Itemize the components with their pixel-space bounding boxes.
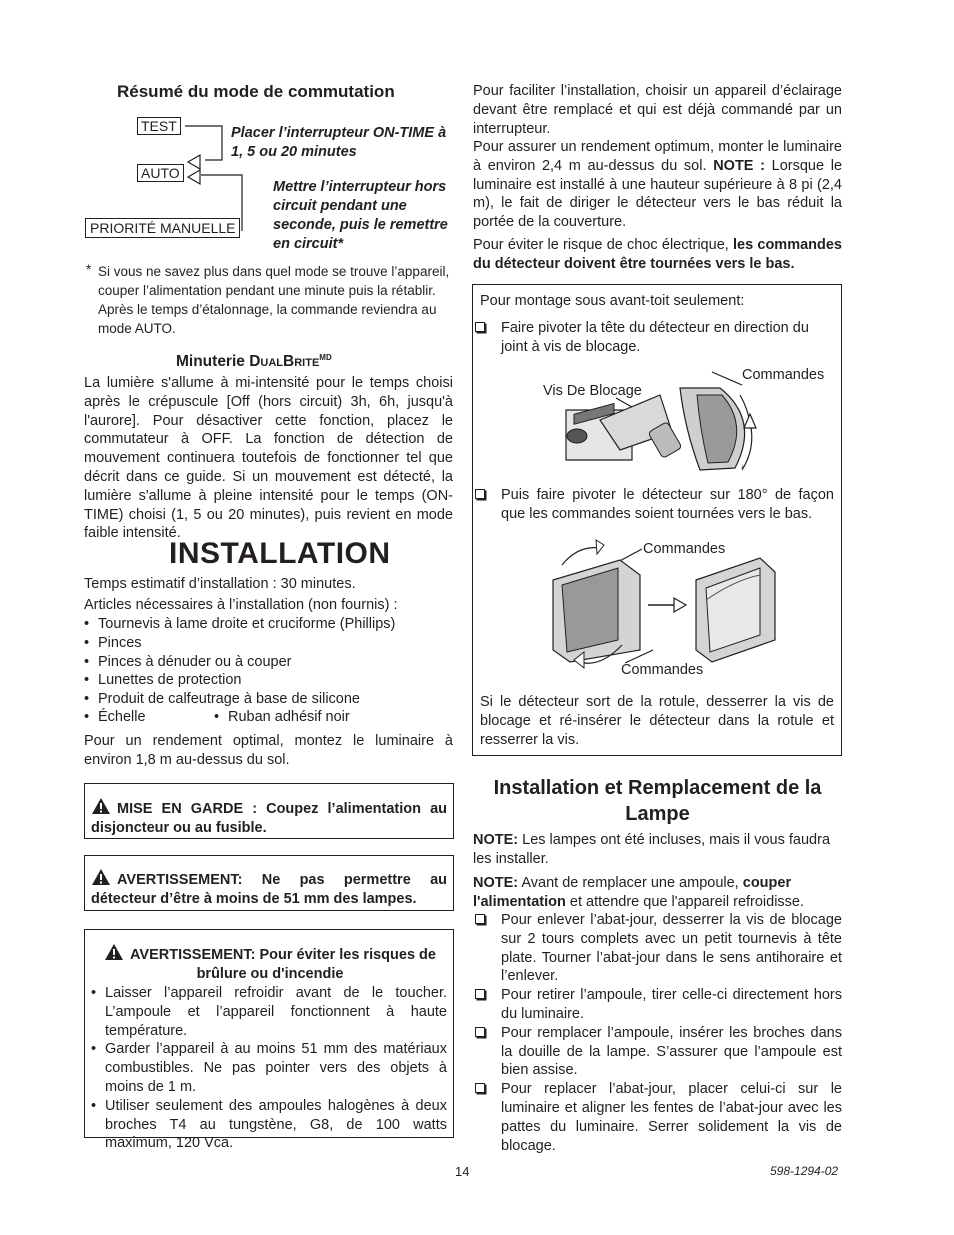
install-time: Temps estimatif d’installation : 30 minutes. [84,576,356,592]
list-item: • Lunettes de protection [84,671,453,690]
eave-closing: Si le détecteur sort de la rotule, desserrer la vis de blocage et ré-insérer le détecteur dans la rotule et resserrer la vis. [480,694,834,748]
list-item: Pour replacer l’abat-jour, placer celui-ci sur le luminaire et aligner les fentes de l’abat-jour avec les pattes du luminaire. Serrer solidement la vis de blocage. [472,1080,842,1155]
checkbox-icon [475,989,485,999]
controls-label-top: Commandes [643,541,726,557]
manual-override-label: PRIORITÉ MANUELLE [85,218,240,238]
eave-title: Pour montage sous avant-toit seulement: [480,293,745,309]
controls-label-bottom: Commandes [621,662,704,678]
list-item: Pour enlever l’abat-jour, desserrer la vis de blocage sur 2 tours complets avec un petit tournevis à tête plate. Tourner l’abat-jour dans le sens antihoraire et l’enlever. [472,911,842,986]
installation-title: INSTALLATION [169,537,391,570]
document-code: 598-1294-02 [770,1164,839,1178]
page-number: 14 [455,1164,470,1179]
lock-screw-label: Vis De Blocage [543,383,642,399]
list-item: • Pinces [84,634,453,653]
footnote-mark: * [86,262,92,277]
list-item: • Produit de calfeutrage à base de silicone [84,690,453,709]
list-item: Pour remplacer l’ampoule, insérer les broches dans la douille de la lampe. S’assurer que l’ampoule est bien assise. [472,1024,842,1080]
checkbox-icon [475,1083,485,1093]
intro-paragraph-2: Pour assurer un rendement optimum, monter le luminaire à environ 2,4 m au-dessus du sol. NOTE : Lorsque le luminaire est installé à une hauteur supérieure à 8 pi (2,4 m), le fait de diriger le détecteur vers le bas réduit la portée de la couverture. [473,139,843,231]
auto-label: AUTO [137,164,184,182]
lamp-heading: Installation et Remplacement de la Lampe [493,777,822,825]
intro-paragraph-1: Pour faciliter l’installation, choisir un appareil d’éclairage devant être remplacé et qui est déjà commandé par un interrupteur. [473,83,842,137]
switch-summary-heading: Résumé du mode de commutation [117,82,395,101]
list-item: • Tournevis à lame droite et cruciforme (Phillips) [84,615,453,634]
dualbrite-body: La lumière s'allume à mi-intensité pour le temps choisi après le crépuscule [Off (hors circuit) 3h, 6h, jusqu'à l'aurore]. Pour désactiver cette fonction, placez le commutateur à OFF. La fonction de détection de mouvement continuera toutefois de fonctionner tel que décrit dans ce guide. Si un mouvement est détecté, la lumière s'allume à pleine intensité pour le temps (ON-TIME) choisi (1, 5 ou 20 minutes), puis revient en mode faible intensité. [84,375,453,542]
items-intro: Articles nécessaires à l’installation (non fournis) : [84,597,398,613]
test-label: TEST [137,117,181,135]
checkbox-icon [475,1027,485,1037]
list-item: • Garder l’appareil à au moins 51 mm des matériaux combustibles. Ne pas pointer vers des objets à moins de 1 m. [91,1040,447,1096]
checkbox-icon [475,914,485,924]
lamp-note-1: NOTE: Les lampes ont été incluses, mais il vous faudra les installer. [473,832,831,867]
footnote: Si vous ne savez plus dans quel mode se trouve l’appareil, couper l’alimentation pendant une minute puis la rétablir. Après le temps d’étalonnage, la commande reviendra au mode AUTO. [98,264,450,336]
list-item: • Utiliser seulement des ampoules halogènes à deux broches T4 au tungstène, G8, de 100 watts maximum, 120 Vca. [91,1097,447,1153]
lamp-note-2: NOTE: Avant de remplacer une ampoule, couper l'alimentation et attendre que l'appareil refroidisse. [473,875,805,910]
list-item: • Pinces à dénuder ou à couper [84,653,453,672]
optimal-height: Pour un rendement optimal, montez le luminaire à environ 1,8 m au-dessus du sol. [84,733,453,768]
list-item: Puis faire pivoter le détecteur sur 180° de façon que les commandes soient tournées vers le bas. [472,486,834,524]
manual-note: Mettre l’interrupteur hors circuit pendant une seconde, puis le remettre en circuit* [273,179,448,252]
shock-warning-paragraph: Pour éviter le risque de choc électrique, les commandes du détecteur doivent être tournées vers le bas. [473,237,842,272]
list-item: • Échelle [84,708,146,727]
warning1-text: AVERTISSEMENT: Ne pas permettre au détecteur d’être à moins de 51 mm des lampes. [91,872,447,907]
list-item: Faire pivoter la tête du détecteur en direction du joint à vis de blocage. [472,319,834,357]
list-item: • Laisser l’appareil refroidir avant de le toucher. L’ampoule et l’appareil fonctionnent à haute température. [91,984,447,1040]
caution-text: MISE EN GARDE : Coupez l’alimentation au disjoncteur ou au fusible. [91,801,447,836]
dualbrite-heading: Minuterie $DUALBRITE^{MD}$ [176,353,332,371]
controls-label: Commandes [742,367,825,383]
warning2-title: AVERTISSEMENT: Pour éviter les risques de brûlure ou d'incendie [130,947,436,982]
list-item: Pour retirer l’ampoule, tirer celle-ci directement hors du luminaire. [472,986,842,1024]
list-item: • Ruban adhésif noir [214,708,350,727]
lamp-steps [472,911,842,1155]
ontime-note: Placer l’interrupteur ON-TIME à 1, 5 ou 20 minutes [231,125,447,160]
